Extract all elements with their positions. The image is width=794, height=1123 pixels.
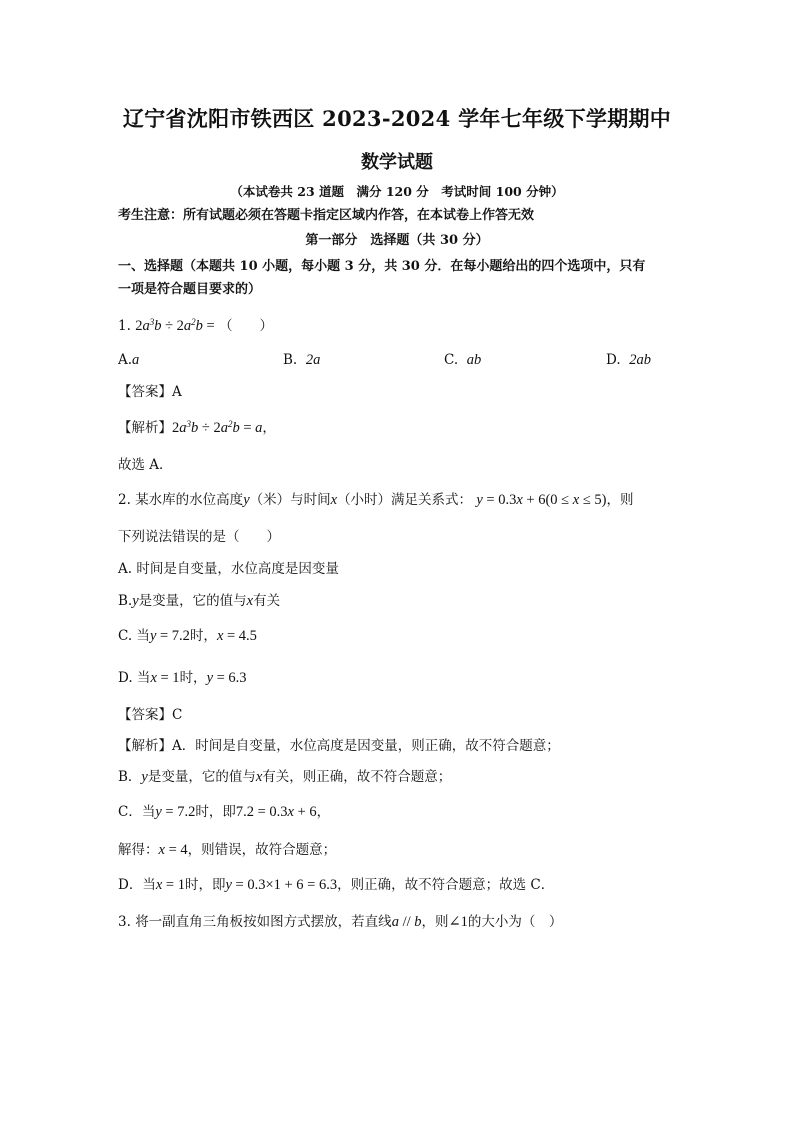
exam-note: （本试卷共 23 道题 满分 120 分 考试时间 100 分钟） [230, 184, 564, 199]
q2-analysis-c: C．当y = 7.2时，即7.2 = 0.3x + 6， [118, 804, 331, 820]
q1-option-a: A.a [118, 352, 140, 368]
q1-option-d: D. 2ab [606, 352, 651, 368]
q2-analysis-d: D．当x = 1时，即y = 0.3×1 + 6 = 6.3，则正确，故不符合题意；故选 C． [118, 877, 555, 893]
q1-stem [118, 317, 273, 335]
q1-number: 1. [118, 318, 131, 334]
q3-stem: 3. 将一副直角三角板按如图方式摆放，若直线a // b，则∠1的大小为（ ） [118, 914, 563, 930]
section-heading-line1: 一、选择题（本题共 10 小题，每小题 3 分，共 30 分．在每小题给出的四个选项中，只有 [118, 259, 646, 274]
q1-analysis-expression: $2a^3b \div 2a^2b = a$ [172, 419, 263, 436]
q1-option-c: C. ab [444, 352, 482, 368]
q1-stem-tail: （ ） [219, 318, 274, 334]
q1-answer: 【答案】A [118, 384, 182, 400]
part-heading: 第一部分 选择题（共 30 分） [305, 233, 489, 248]
q2-option-d: D. 当x = 1时，y = 6.3 [118, 670, 247, 686]
q1-expression: $2a^3b \div 2a^2b$ = [135, 317, 215, 334]
q2-analysis-b: B．y是变量，它的值与x有关，则正确，故不符合题意； [118, 769, 452, 785]
q1-analysis: 【解析】$2a^3b \div 2a^2b = a$， [118, 419, 276, 436]
q2-answer: 【答案】C [118, 707, 183, 723]
q2-stem-line2: 下列说法错误的是（ ） [118, 529, 280, 545]
q2-option-c: C. 当y = 7.2时，x = 4.5 [118, 628, 257, 644]
section-heading-line2: 一项是符合题目要求的） [118, 282, 262, 297]
q2-analysis-solve: 解得：x = 4，则错误，故符合题意； [118, 842, 337, 858]
q2-option-b: B.y是变量，它的值与x有关 [118, 593, 281, 609]
q2-analysis-a: 【解析】A．时间是自变量，水位高度是因变量，则正确，故不符合题意； [118, 738, 560, 754]
q2-option-a: A. 时间是自变量，水位高度是因变量 [118, 561, 339, 577]
q1-conclusion: 故选 A． [118, 457, 173, 473]
page-subtitle: 数学试题 [361, 152, 433, 173]
notice: 考生注意：所有试题必须在答题卡指定区域内作答，在本试卷上作答无效 [118, 208, 535, 223]
q1-option-b: B. 2a [283, 352, 321, 368]
q2-stem-line1: 2. 某水库的水位高度y（米）与时间x（小时）满足关系式： y = 0.3x + 6(0 ≤ x ≤ 5)，则 [118, 492, 634, 508]
page-title: 辽宁省沈阳市铁西区 2023-2024 学年七年级下学期期中 [122, 106, 672, 131]
q2-formula: y = 0.3x + 6(0 ≤ x ≤ 5) [476, 492, 607, 508]
